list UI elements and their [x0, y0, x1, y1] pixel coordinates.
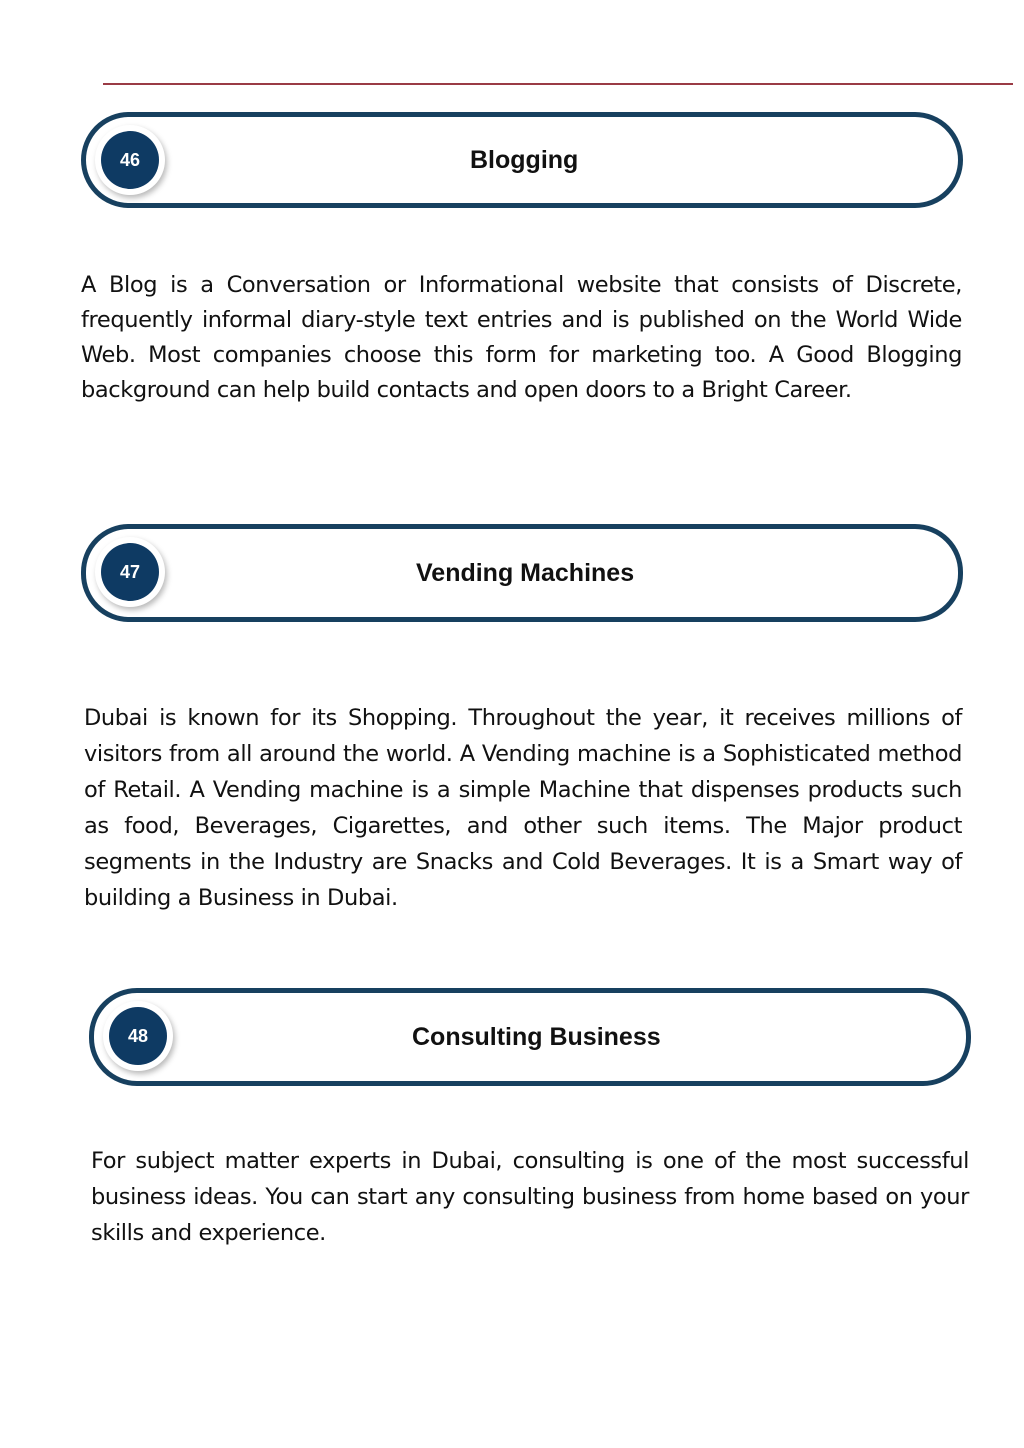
- section-title: Blogging: [470, 145, 579, 174]
- section-header-consulting-business: [89, 988, 971, 1086]
- section-number-badge: [95, 537, 165, 607]
- section-title: Consulting Business: [412, 1022, 661, 1051]
- section-number-badge: [95, 125, 165, 195]
- top-divider-rule: [103, 83, 1013, 85]
- section-body-text: A Blog is a Conversation or Informational website that consists of Discrete, frequently informal diary-style text entries and is published on the World Wide Web. Most companies choose this form for marketing too. A Good Blogging background can help build contacts and open doors to a Bright Career.: [81, 272, 962, 403]
- section-body-text: For subject matter experts in Dubai, consulting is one of the most successful business ideas. You can start any consulting business from home based on your skills and experience.: [91, 1148, 969, 1246]
- section-number-badge: [103, 1001, 173, 1071]
- section-body-text: Dubai is known for its Shopping. Throughout the year, it receives millions of visitors from all around the world. A Vending machine is a Sophisticated method of Retail. A Vending machine is a simple Machine that dispenses products such as food, Beverages, Cigarettes, and other such items. The Major product segments in the Industry are Snacks and Cold Beverages. It is a Smart way of building a Business in Dubai.: [84, 705, 962, 911]
- section-header-blogging: [81, 112, 963, 208]
- section-number: 48: [109, 1007, 167, 1065]
- section-header-vending-machines: [81, 524, 963, 622]
- section-title: Vending Machines: [416, 558, 635, 587]
- section-number: 46: [101, 131, 159, 189]
- section-number: 47: [101, 543, 159, 601]
